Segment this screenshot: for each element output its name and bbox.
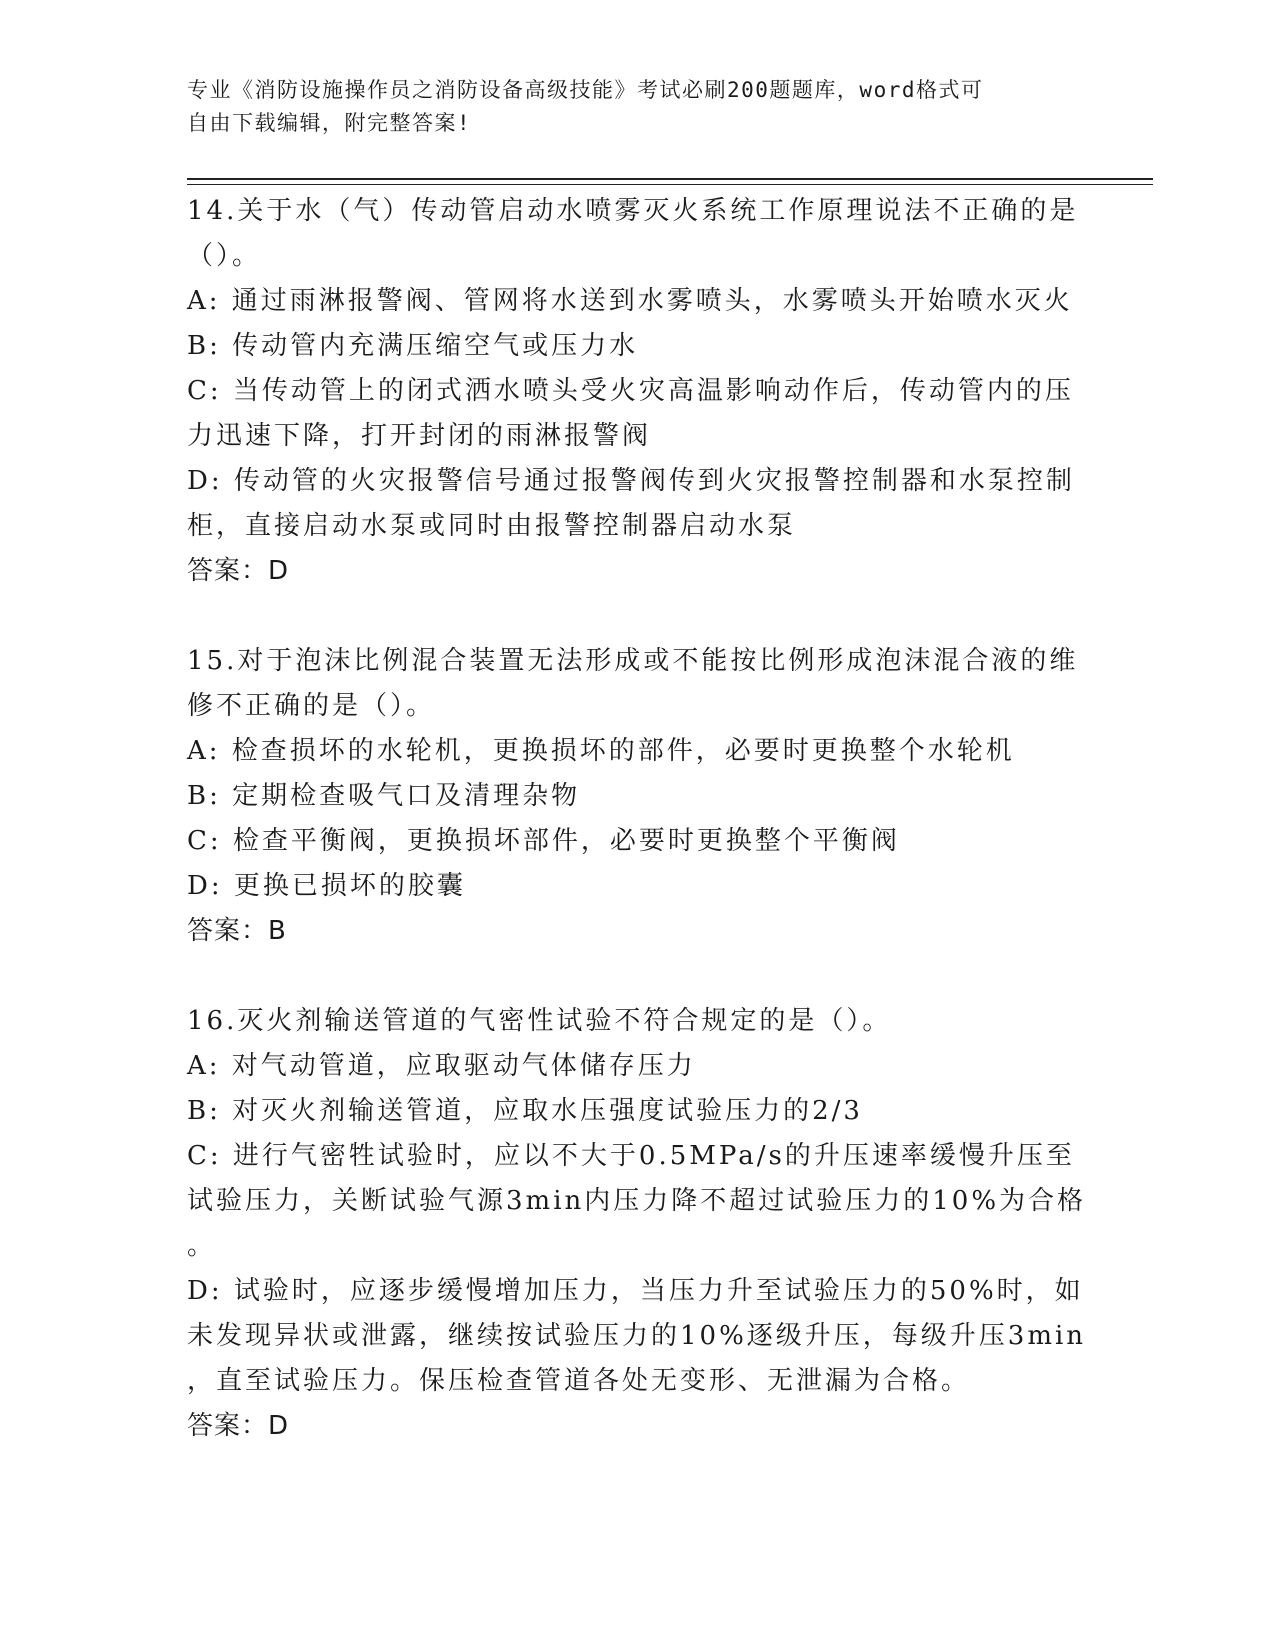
option-c-continued: 试验压力，关断试验气源3min内压力降不超过试验压力的10%为合格	[187, 1186, 1087, 1216]
option-d-continued: 未发现异状或泄露，继续按试验压力的10%逐级升压，每级升压3min	[187, 1321, 1087, 1351]
question-stem-line: 15.对于泡沫比例混合装置无法形成或不能按比例形成泡沫混合液的维	[187, 646, 1079, 676]
question-14	[187, 189, 1087, 594]
question-15	[187, 639, 1087, 954]
question-stem-line: 修不正确的是（）。	[187, 691, 436, 721]
header-line-2: 自由下载编辑，附完整答案!	[187, 111, 472, 135]
page-header	[187, 74, 1067, 140]
option-c: C: 检查平衡阀，更换损坏部件，必要时更换整个平衡阀	[187, 826, 900, 856]
question-stem-line: 16.灭火剂输送管道的气密性试验不符合规定的是（）。	[187, 1006, 892, 1036]
option-b: B: 对灭火剂输送管道，应取水压强度试验压力的2/3	[187, 1096, 863, 1126]
option-b: B: 定期检查吸气口及清理杂物	[187, 781, 581, 811]
answer-label: 答案：D	[187, 1411, 290, 1441]
header-rule-thin	[187, 184, 1153, 185]
option-c: C: 当传动管上的闭式洒水喷头受火灾高温影响动作后，传动管内的压	[187, 376, 1074, 406]
option-b: B: 传动管内充满压缩空气或压力水	[187, 331, 639, 361]
option-d: D: 传动管的火灾报警信号通过报警阀传到火灾报警控制器和水泵控制	[187, 466, 1075, 496]
question-stem-line: 14.关于水（气）传动管启动水喷雾灭火系统工作原理说法不正确的是	[187, 196, 1079, 226]
option-d: D: 更换已损坏的胶囊	[187, 871, 466, 901]
option-c-continued: 力迅速下降，打开封闭的雨淋报警阀	[187, 421, 652, 451]
option-d-continued: ，直至试验压力。保压检查管道各处无变形、无泄漏为合格。	[187, 1366, 971, 1396]
option-d: D: 试验时，应逐步缓慢增加压力，当压力升至试验压力的50%时，如	[187, 1276, 1084, 1306]
option-d-continued: 柜，直接启动水泵或同时由报警控制器启动水泵	[187, 511, 797, 541]
option-a: A: 对气动管道，应取驱动气体储存压力	[187, 1051, 696, 1081]
option-a: A: 检查损坏的水轮机，更换损坏的部件，必要时更换整个水轮机	[187, 736, 1015, 766]
option-c: C: 进行气密牲试验时，应以不大于0.5MPa/s的升压速率缓慢升压至	[187, 1141, 1075, 1171]
question-stem-line: （）。	[187, 241, 262, 271]
answer-label: 答案：B	[187, 916, 287, 946]
option-c-continued: 。	[187, 1231, 217, 1261]
header-line-1: 专业《消防设施操作员之消防设备高级技能》考试必刷200题题库，word格式可	[187, 78, 984, 102]
question-list	[187, 189, 1087, 1449]
option-a: A: 通过雨淋报警阀、管网将水送到水雾喷头，水雾喷头开始喷水灭火	[187, 286, 1073, 316]
header-rule-thick	[187, 178, 1153, 180]
question-16	[187, 999, 1087, 1449]
answer-label: 答案：D	[187, 556, 290, 586]
